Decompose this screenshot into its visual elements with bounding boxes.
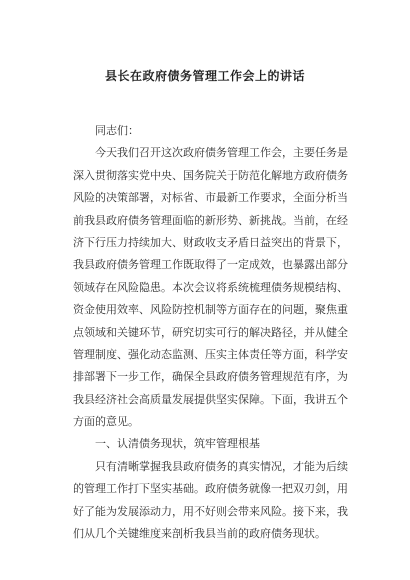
paragraph-1 bbox=[73, 142, 348, 433]
paragraph-line: 我县经济社会高质量发展提供坚实保障。下面，我讲五个 bbox=[73, 392, 348, 406]
section-heading: 一、认清债务现状，筑牢管理根基 bbox=[95, 437, 260, 451]
paragraph-line: 我县政府债务管理工作既取得了一定成效，也暴露出部分 bbox=[73, 258, 348, 272]
paragraph-line: 管理制度、强化动态监测、压实主体责任等方面，科学安 bbox=[73, 347, 348, 361]
paragraph-line: 点领域和关键环节，研究切实可行的解决路径，并从健全 bbox=[73, 325, 348, 339]
paragraph-line: 们从几个关键维度来剖析我县当前的政府债务现状。 bbox=[73, 527, 326, 541]
document-title: 县长在政府债务管理工作会上的讲话 bbox=[104, 69, 305, 83]
paragraph-line: 排部署下一步工作，确保全县政府债务管理规范有序，为 bbox=[73, 370, 348, 384]
paragraph-line: 风险的决策部署，对标省、市最新工作要求，全面分析当 bbox=[73, 191, 348, 205]
paragraph-line: 好了能为发展添动力，用不好则会带来风险。接下来，我 bbox=[73, 504, 348, 518]
paragraph-line: 的管理工作打下坚实基础。政府债务就像一把双刃剑，用 bbox=[73, 482, 348, 496]
paragraph-line: 前我县政府债务管理面临的新形势、新挑战。当前，在经 bbox=[73, 213, 348, 227]
paragraph-line: 资金使用效率、风险防控机制等方面存在的问题，聚焦重 bbox=[73, 303, 348, 317]
paragraph-line: 济下行压力持续加大、财政收支矛盾日益突出的背景下， bbox=[73, 235, 348, 249]
paragraph-line: 深入贯彻落实党中央、国务院关于防范化解地方政府债务 bbox=[73, 168, 348, 182]
paragraph-2 bbox=[73, 456, 348, 546]
salutation: 同志们： bbox=[95, 124, 139, 137]
paragraph-line: 今天我们召开这次政府债务管理工作会，主要任务是 bbox=[95, 146, 348, 160]
document-body bbox=[73, 120, 348, 545]
paragraph-line: 领域存在风险隐患。本次会议将系统梳理债务规模结构、 bbox=[73, 280, 348, 294]
paragraph-line: 方面的意见。 bbox=[73, 415, 139, 429]
paragraph-line: 只有清晰掌握我县政府债务的真实情况，才能为后续 bbox=[95, 459, 348, 473]
